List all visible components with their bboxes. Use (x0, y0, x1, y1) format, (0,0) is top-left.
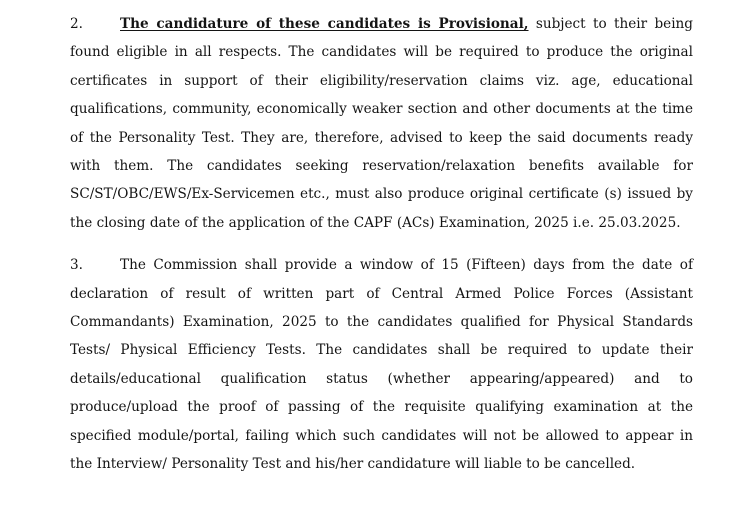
paragraph-number: 3. (70, 257, 83, 274)
paragraph-2 (70, 10, 693, 237)
provisional-candidature-heading: The candidature of these candidates is Provisional, (120, 16, 529, 32)
paragraph-3 (70, 251, 693, 478)
paragraph-body: subject to their being found eligible in all respects. The candidates will be required to produce the original certificates in support of their eligibility/reservation claims viz. age, educational qualifications, community, economically weaker section and other documents at the time of the Personality Test. They are, therefore, advised to keep the said documents ready with them. The candidates seeking reservation/relaxation benefits available for SC/ST/OBC/EWS/Ex-Servicemen etc., must also produce original certificate (s) issued by the closing date of the application of the CAPF (ACs) Examination, 2025 i.e. 25.03.2025. (70, 16, 693, 231)
paragraph-number: 2. (70, 16, 83, 32)
paragraph-body: The Commission shall provide a window of 15 (Fifteen) days from the date of declaration of result of written part of Central Armed Police Forces (Assistant Commandants) Examination, 2025 to the candidates qualified for Physical Standards Tests/ Physical Efficiency Tests. The candidates shall be required to update their details/educational qualification status (whether appearing/appeared) and to produce/upload the proof of passing of the requisite qualifying examination at the specified module/portal, failing which such candidates will not be allowed to appear in the Interview/ Personality Test and his/her candidature will liable to be cancelled. (70, 257, 693, 473)
